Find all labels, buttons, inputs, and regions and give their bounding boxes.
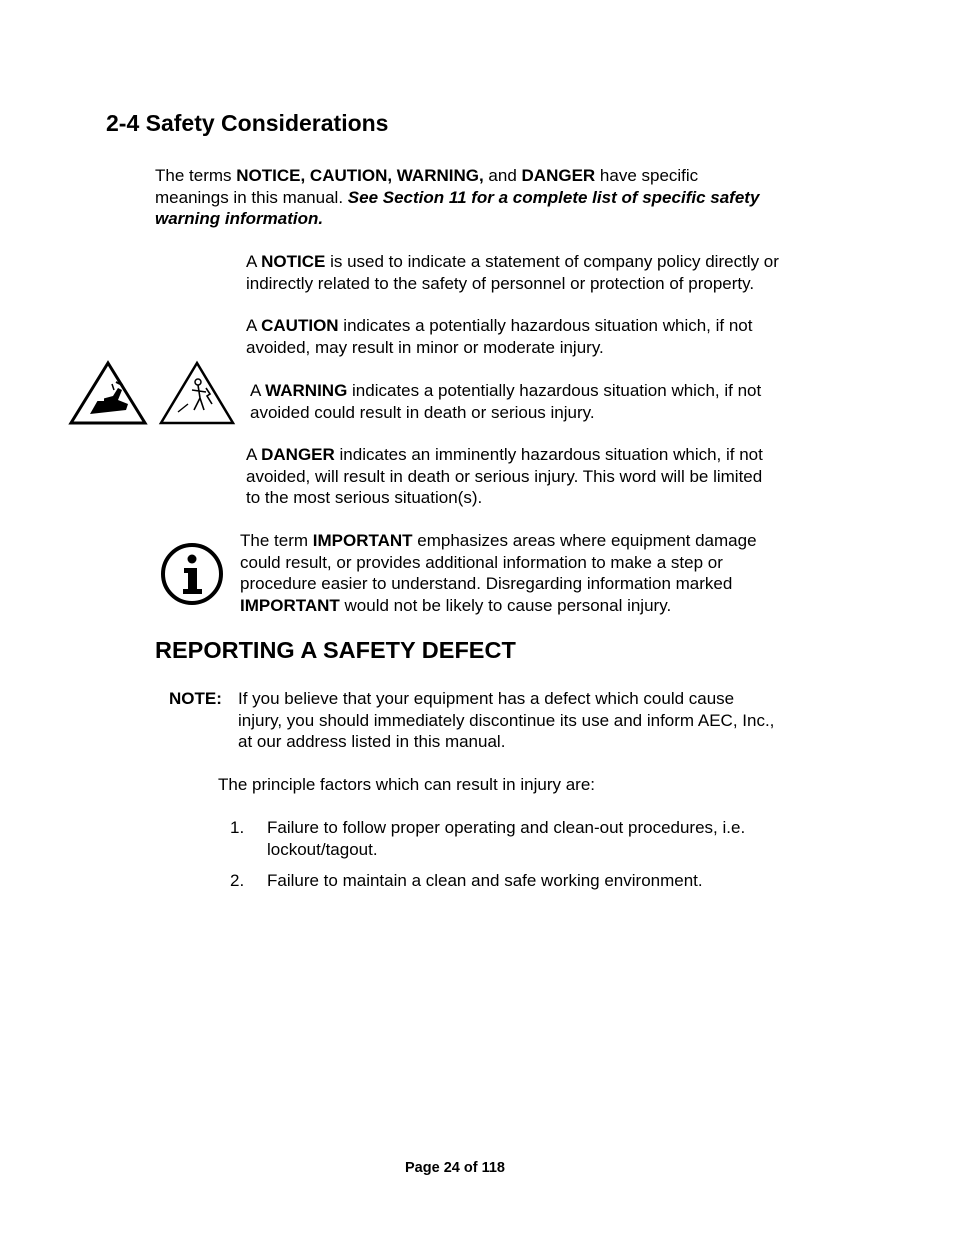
- caution-term: CAUTION: [261, 316, 339, 335]
- warning-text: A: [250, 381, 266, 400]
- danger-text: to the most serious situation(s).: [246, 488, 483, 507]
- intro-terms: NOTICE, CAUTION, WARNING,: [236, 166, 484, 185]
- note-text: at our address listed in this manual.: [238, 732, 506, 751]
- intro-text: and: [483, 166, 522, 185]
- note-paragraph: [238, 688, 848, 753]
- list-item-text: Failure to maintain a clean and safe working environment.: [267, 871, 703, 890]
- list-item-text: lockout/tagout.: [267, 839, 378, 859]
- warning-paragraph: [250, 380, 850, 423]
- notice-term: NOTICE: [261, 252, 326, 271]
- notice-text: is used to indicate a statement of company policy directly or: [325, 252, 779, 271]
- electrical-shock-hazard-icon: [158, 360, 236, 428]
- caution-paragraph: [246, 315, 846, 358]
- danger-text: A: [246, 445, 262, 464]
- important-text: procedure easier to understand. Disregarding information marked: [240, 574, 733, 593]
- warning-term: WARNING: [265, 381, 348, 400]
- notice-text: A: [246, 252, 262, 271]
- reporting-heading: REPORTING A SAFETY DEFECT: [155, 637, 516, 663]
- factors-intro: The principle factors which can result in injury are:: [218, 775, 595, 794]
- important-text: would not be likely to cause personal injury.: [339, 595, 672, 615]
- danger-text: indicates an imminently hazardous situation which, if not: [334, 445, 763, 464]
- intro-text: The terms: [155, 166, 237, 185]
- caution-text: A: [246, 316, 262, 335]
- notice-text: indirectly related to the safety of personnel or protection of property.: [246, 273, 755, 293]
- note-label: NOTE:: [169, 689, 222, 708]
- intro-text: have specific: [595, 166, 699, 185]
- list-item-number: 1.: [230, 818, 245, 837]
- danger-term: DANGER: [261, 445, 335, 464]
- intro-danger-term: DANGER: [521, 166, 596, 185]
- danger-text: avoided, will result in death or serious injury. This word will be limited: [246, 466, 763, 486]
- important-paragraph: [240, 530, 850, 616]
- important-text: could result, or provides additional information to make a step or: [240, 552, 723, 572]
- note-text: injury, you should immediately discontinue its use and inform AEC, Inc.,: [238, 710, 775, 730]
- important-term: IMPORTANT: [312, 531, 413, 550]
- page-number: Page 24 of 118: [405, 1160, 505, 1176]
- warning-text: indicates a potentially hazardous situation which, if not: [347, 381, 762, 400]
- list-item-number: 2.: [230, 871, 245, 890]
- caution-text: avoided, may result in minor or moderate injury.: [246, 337, 604, 357]
- important-term: IMPORTANT: [240, 595, 340, 615]
- note-text: If you believe that your equipment has a defect which could cause: [238, 689, 735, 708]
- intro-see-section: See Section 11 for a complete list of specific safety: [347, 187, 760, 207]
- notice-paragraph: [246, 251, 846, 294]
- important-text: The term: [240, 531, 313, 550]
- info-icon: [159, 541, 225, 607]
- list-item: [267, 870, 847, 892]
- important-text: emphasizes areas where equipment damage: [412, 531, 757, 550]
- warning-text: avoided could result in death or serious injury.: [250, 402, 595, 422]
- intro-see-section: warning information.: [155, 209, 324, 228]
- intro-text: meanings in this manual.: [155, 187, 348, 207]
- hand-crush-hazard-icon: [68, 360, 148, 428]
- list-item: [267, 817, 847, 860]
- caution-text: indicates a potentially hazardous situation which, if not: [338, 316, 753, 335]
- intro-paragraph: [155, 165, 855, 230]
- section-heading: 2-4 Safety Considerations: [106, 110, 389, 136]
- danger-paragraph: [246, 444, 846, 509]
- list-item-text: Failure to follow proper operating and clean-out procedures, i.e.: [267, 818, 746, 837]
